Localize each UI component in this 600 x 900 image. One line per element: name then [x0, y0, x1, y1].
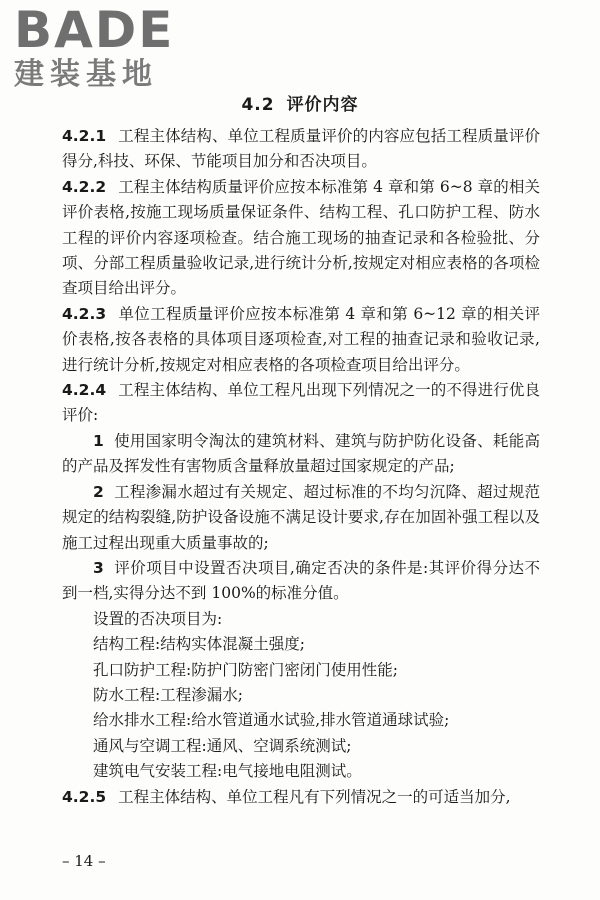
clause-4-2-2 — [62, 175, 540, 302]
clause-text: 工程主体结构、单位工程质量评价的内容应包括工程质量评价得分,科技、环保、节能项目加分和否决项目。 — [62, 127, 540, 171]
watermark-logo — [14, 1, 184, 92]
list-item — [62, 480, 540, 556]
clause-number: 4.2.2 — [62, 177, 107, 196]
list-item — [62, 556, 540, 607]
list-item — [62, 429, 540, 480]
section-number: 4.2 — [241, 95, 275, 115]
item-number: 2 — [93, 482, 104, 501]
item-text: 工程渗漏水超过有关规定、超过标准的不均匀沉降、超过规范规定的结构裂缝,防护设备设施不满足设计要求,存在加固补强工程以及施工过程出现重大质量事故的; — [62, 482, 540, 552]
clause-text: 单位工程质量评价应按本标准第 4 章和第 6~12 章的相关评价表格,按各表格的具体项目逐项检查,对工程的抽查记录和验收记录,进行统计分析,按规定对相应表格的各项检查项目给出评分。 — [62, 304, 540, 374]
veto-intro: 设置的否决项目为: — [93, 609, 223, 628]
page-number: – 14 – — [62, 852, 106, 870]
veto-item: 防水工程:工程渗漏水; — [93, 685, 243, 704]
veto-item: 结构工程:结构实体混凝土强度; — [93, 635, 305, 654]
clause-4-2-5 — [62, 785, 540, 810]
clause-number: 4.2.4 — [62, 381, 107, 400]
clause-4-2-3 — [62, 302, 540, 378]
item-text: 使用国家明令淘汰的建筑材料、建筑与防护防化设备、耗能高的产品及挥发性有害物质含量释放量超过国家规定的产品; — [62, 431, 540, 476]
veto-item: 给水排水工程:给水管道通水试验,排水管道通球试验; — [93, 711, 450, 730]
item-number: 3 — [93, 558, 104, 577]
clause-text: 工程主体结构质量评价应按本标准第 4 章和第 6~8 章的相关评价表格,按施工现场质量保证条件、结构工程、孔口防护工程、防水工程的评价内容逐项检查。结合施工现场的抽查记录和各检验批、分项、分部工程质量验收记录,进行统计分析,按规定对相应表格的各项检查项目给出评分。 — [62, 177, 540, 298]
clause-number: 4.2.5 — [62, 787, 107, 806]
document-body — [62, 124, 540, 810]
clause-text: 工程主体结构、单位工程凡有下列情况之一的可适当加分, — [118, 787, 511, 806]
veto-item: 建筑电气安装工程:电气接地电阻测试。 — [93, 762, 362, 781]
section-heading — [0, 90, 600, 115]
watermark-brand: BADE — [14, 1, 175, 59]
veto-item: 通风与空调工程:通风、空调系统测试; — [93, 736, 352, 755]
section-title: 评价内容 — [286, 95, 359, 115]
clause-text: 工程主体结构、单位工程凡出现下列情况之一的不得进行优良评价: — [62, 381, 540, 425]
clause-4-2-4 — [62, 378, 540, 429]
veto-item: 孔口防护工程:防护门防密门密闭门使用性能; — [93, 660, 398, 679]
clause-4-2-1 — [62, 124, 540, 175]
watermark-subtitle: 建装基地 — [14, 57, 158, 92]
item-text: 评价项目中设置否决项目,确定否决的条件是:其评价得分达不到一档,实得分达不到 100%的标准分值。 — [62, 558, 540, 603]
clause-number: 4.2.1 — [62, 127, 107, 145]
clause-number: 4.2.3 — [62, 304, 107, 323]
item-number: 1 — [93, 431, 104, 450]
